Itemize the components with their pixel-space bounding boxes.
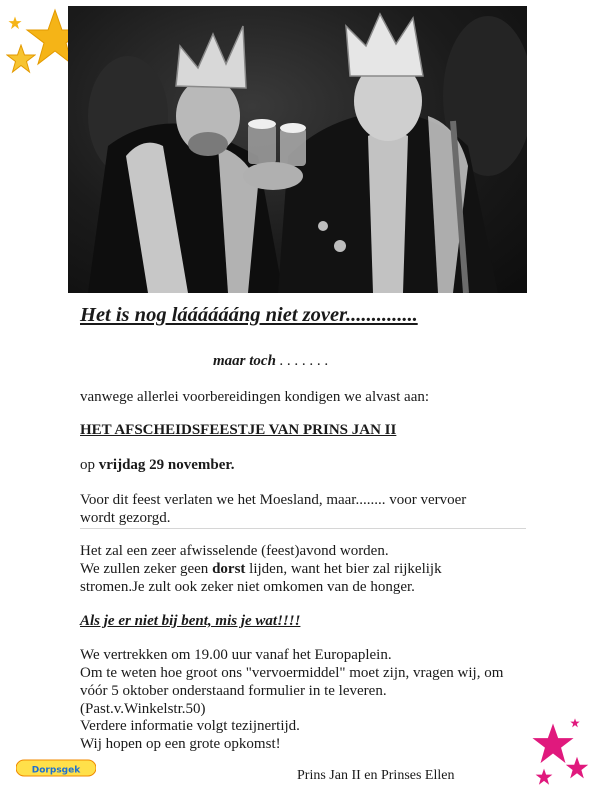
intro-text: vanwege allerlei voorbereidingen kondigen we alvast aan:	[80, 389, 430, 405]
star-icon-gold-small	[6, 44, 36, 74]
depart-line-3: vóór 5 oktober onderstaand formulier in te leveren.	[80, 683, 387, 699]
depart-line-5: Verdere informatie volgt tezijnertijd.	[80, 718, 300, 734]
logo-text: Dorpsgek	[31, 765, 81, 776]
star-icon-pink-small	[535, 768, 553, 786]
signature: Prins Jan II en Prinses Ellen	[297, 768, 455, 783]
depart-line-2: Om te weten hoe groot ons "vervoermiddel" moet zijn, vragen wij, om	[80, 665, 504, 681]
page-title: Het is nog lááááááng niet zover..............	[80, 304, 418, 326]
event-date	[80, 457, 234, 475]
subtitle-text: maar toch	[213, 353, 276, 369]
star-icon-pink-tiny	[570, 718, 580, 728]
photo-image	[68, 6, 527, 293]
slogan: Als je er niet bij bent, mis je wat!!!!	[80, 613, 301, 629]
evening-line-2-b: lijden, want het bier zal rijkelijk	[245, 561, 442, 577]
depart-line-1: We vertrekken om 19.00 uur vanaf het Europaplein.	[80, 647, 392, 663]
evening-line-3: stromen.Je zult ook zeker niet omkomen van de honger.	[80, 579, 415, 595]
evening-line-1: Het zal een zeer afwisselende (feest)avond worden.	[80, 543, 389, 559]
date-value: vrijdag 29 november.	[98, 457, 235, 473]
star-icon-gold-tiny	[8, 16, 22, 30]
travel-line-2: wordt gezorgd.	[80, 510, 171, 526]
subtitle	[213, 353, 328, 370]
star-icon-pink-medium	[565, 756, 589, 780]
subtitle-dots: . . . . . . .	[279, 353, 329, 369]
travel-line-1: Voor dit feest verlaten we het Moesland, maar........ voor vervoer	[80, 492, 467, 508]
evening-line-2-bold: dorst	[212, 561, 246, 577]
date-prefix: op	[80, 457, 99, 473]
depart-line-6: Wij hopen op een grote opkomst!	[80, 736, 281, 752]
event-heading: HET AFSCHEIDSFEESTJE VAN PRINS JAN II	[80, 422, 397, 438]
evening-line-2	[80, 561, 442, 579]
evening-line-2-a: We zullen zeker geen	[80, 561, 213, 577]
depart-line-4: (Past.v.Winkelstr.50)	[80, 701, 206, 717]
site-logo[interactable]	[16, 757, 96, 779]
fold-line	[80, 528, 526, 529]
